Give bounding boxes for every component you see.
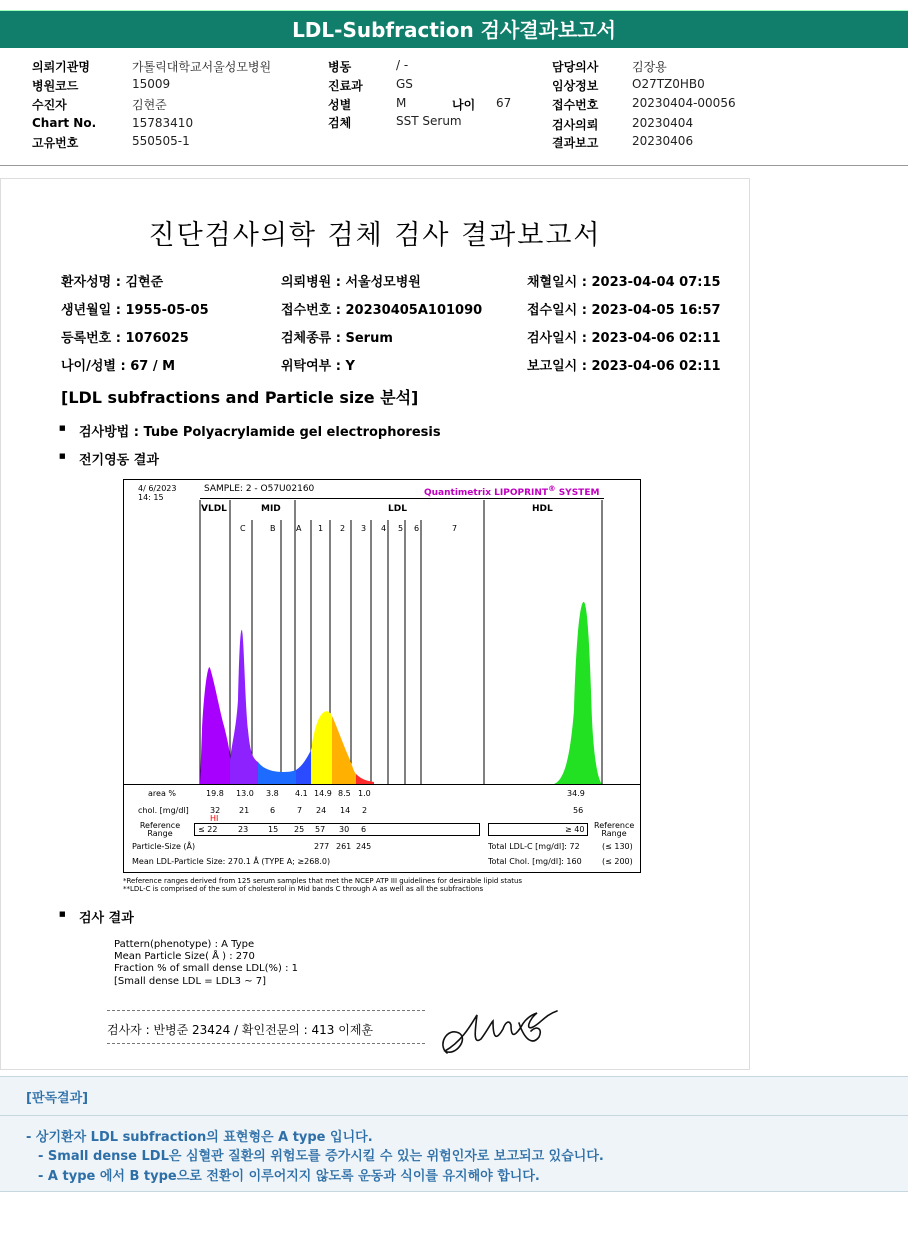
group-label-hdl: HDL (532, 504, 553, 514)
report-title: 진단검사의학 검체 검사 결과보고서 (148, 220, 602, 251)
ref-box-ldl (194, 823, 480, 836)
result-line: Mean Particle Size( Å ) : 270 (114, 951, 255, 962)
header-key: 담당의사 (552, 60, 599, 74)
method-line: ■ 검사방법 : Tube Polyacrylamide gel electrophoresis (79, 421, 441, 440)
band-label: 1 (318, 524, 324, 533)
header-key: 성별 (328, 98, 352, 112)
chol-value: 32 (210, 806, 221, 815)
patient-field: 접수일시 : 2023-04-05 16:57 (527, 303, 721, 318)
ref-value: 30 (339, 825, 350, 834)
interpretation-divider (0, 1115, 908, 1116)
band-label: 5 (398, 524, 404, 533)
chol-value: 14 (340, 806, 351, 815)
header-value: 15783410 (132, 116, 194, 130)
footnote: *Reference ranges derived from 125 serum samples that met the NCEP ATP III guidelines for desirable lipid status (123, 877, 523, 885)
patient-field: 검사일시 : 2023-04-06 02:11 (527, 331, 721, 346)
brand-system: SYSTEM (555, 488, 600, 498)
header-value: 김현준 (132, 98, 167, 112)
header-value: 20230404 (632, 116, 694, 130)
header-value: 20230404-00056 (632, 96, 736, 110)
footnote: **LDL-C is comprised of the sum of cholesterol in Mid bands C through A as well as all the subfractions (123, 885, 484, 893)
patient-field: 위탁여부 : Y (281, 359, 355, 374)
chol-label: chol. [mg/dl] (138, 806, 189, 815)
mid-b-peak (258, 762, 296, 784)
patient-field: 보고일시 : 2023-04-06 02:11 (527, 359, 721, 374)
header-key: 병원코드 (32, 79, 79, 93)
request-header (0, 48, 908, 166)
interpretation-title: [판독결과] (26, 1091, 89, 1106)
band-label: 6 (414, 524, 420, 533)
patient-field: 등록번호 : 1076025 (61, 331, 189, 346)
chol-value: 2 (362, 806, 368, 815)
brand-registered: ® (548, 484, 556, 493)
chol-value: 56 (573, 806, 584, 815)
interpretation-panel (0, 1076, 908, 1192)
patient-field: 채혈일시 : 2023-04-04 07:15 (527, 275, 721, 290)
sign-rule-bottom (107, 1043, 425, 1044)
band-label: 3 (361, 524, 367, 533)
header-value: O27TZ0HB0 (632, 77, 705, 91)
header-key: 검체 (328, 116, 352, 130)
band-label: 4 (381, 524, 387, 533)
header-value: 가톨릭대학교서울성모병원 (132, 60, 272, 74)
area-value: 8.5 (338, 789, 351, 798)
particle-value: 261 (336, 842, 352, 851)
chol-flag: HI (210, 814, 219, 823)
header-value: 김장용 (632, 60, 667, 74)
band-label: C (240, 524, 246, 533)
header-value: M (396, 96, 407, 110)
chart-plot (124, 480, 640, 872)
area-value: 3.8 (266, 789, 279, 798)
result-line: Pattern(phenotype) : A Type (114, 939, 255, 950)
ref-value: 6 (361, 825, 367, 834)
chol-value: 7 (297, 806, 303, 815)
header-key: 의뢰기관명 (32, 60, 90, 74)
electrophoresis-chart (123, 479, 641, 873)
signature-line: 검사자 : 반병준 23424 / 확인전문의 : 413 이제훈 (107, 1023, 374, 1037)
band-label: A (296, 524, 302, 533)
result-line: Fraction % of small dense LDL(%) : 1 (114, 963, 299, 974)
header-value: SST Serum (396, 114, 462, 128)
group-label-ldl: LDL (388, 504, 407, 514)
header-key: 검사의뢰 (552, 118, 599, 132)
header-key: 진료과 (328, 79, 363, 93)
mean-size: Mean LDL-Particle Size: 270.1 Å (TYPE A; ≥268.0) (132, 857, 331, 866)
total-ldl-ref: (≤ 130) (602, 842, 633, 851)
header-value: / - (396, 58, 409, 72)
header-key: 병동 (328, 60, 352, 74)
header-value: 20230406 (632, 134, 694, 148)
vldl-peak (200, 667, 230, 784)
mid-a-peak (296, 750, 311, 784)
interpretation-line: - A type 에서 B type으로 전환이 이루어지지 않도록 운동과 식이를 유지해야 합니다. (38, 1169, 540, 1184)
chol-value: 6 (270, 806, 276, 815)
header-value: 15009 (132, 77, 171, 91)
ldl1-peak (311, 711, 332, 784)
band-label: 2 (340, 524, 346, 533)
area-value: 1.0 (358, 789, 371, 798)
area-value: 34.9 (567, 789, 585, 798)
ref-value: 57 (315, 825, 326, 834)
group-label-mid: MID (261, 504, 281, 514)
area-value: 19.8 (206, 789, 224, 798)
hdl-ref-value: ≥ 40 (565, 825, 585, 834)
total-ldl: Total LDL-C [mg/dl]: 72 (488, 842, 580, 851)
patient-field: 검체종류 : Serum (281, 331, 393, 346)
window-title: LDL-Subfraction 검사결과보고서 (0, 10, 908, 48)
particle-label: Particle-Size (Å) (132, 842, 196, 851)
patient-field: 나이/성별 : 67 / M (61, 359, 176, 374)
result-line: [Small dense LDL = LDL3 ~ 7] (114, 976, 267, 987)
header-key: 접수번호 (552, 98, 599, 112)
header-key: Chart No. (32, 116, 97, 130)
patient-field: 환자성명 : 김현준 (61, 275, 164, 290)
header-value: 550505-1 (132, 134, 190, 148)
header-key: 임상정보 (552, 79, 599, 93)
chol-value: 21 (239, 806, 250, 815)
electro-title: ■ 전기영동 결과 (79, 449, 159, 468)
patient-field: 접수번호 : 20230405A101090 (281, 303, 483, 318)
area-value: 13.0 (236, 789, 254, 798)
header-key: 결과보고 (552, 136, 599, 150)
section-title: [LDL subfractions and Particle size 분석] (61, 388, 419, 407)
ref-label-right: Reference Range (594, 821, 635, 838)
band-label: 7 (452, 524, 458, 533)
chart-time: 14: 15 (138, 493, 164, 502)
header-value: 67 (496, 96, 512, 110)
brand-name: Quantimetrix LIPOPRINT (424, 488, 549, 498)
ldl2-peak (332, 716, 356, 784)
mid-c-peak (230, 630, 258, 784)
chart-date: 4/ 6/2023 (138, 484, 177, 493)
patient-field: 생년월일 : 1955-05-05 (61, 303, 209, 318)
report-document (0, 178, 750, 1070)
ref-value: 25 (294, 825, 305, 834)
ref-value: 15 (268, 825, 279, 834)
header-key: 고유번호 (32, 136, 79, 150)
total-chol: Total Chol. [mg/dl]: 160 (488, 857, 582, 866)
band-label: B (270, 524, 276, 533)
header-key: 나이 (452, 98, 476, 112)
total-chol-ref: (≤ 200) (602, 857, 633, 866)
header-value: GS (396, 77, 413, 91)
interpretation-line: - 상기환자 LDL subfraction의 표현형은 A type 입니다. (26, 1130, 373, 1145)
area-label: area % (148, 789, 176, 798)
chol-value: 24 (316, 806, 327, 815)
ref-label: Reference Range (139, 821, 181, 838)
handwritten-signature (433, 1001, 563, 1071)
group-label-vldl: VLDL (201, 504, 227, 514)
particle-value: 245 (356, 842, 372, 851)
area-value: 14.9 (314, 789, 332, 798)
area-value: 4.1 (295, 789, 308, 798)
particle-value: 277 (314, 842, 330, 851)
hdl-peak (554, 602, 602, 784)
ref-value: ≤ 22 (198, 825, 218, 834)
header-key: 수진자 (32, 98, 67, 112)
baseline (124, 784, 640, 785)
result-title: ■ 검사 결과 (79, 907, 134, 926)
chart-sample: SAMPLE: 2 - O57U02160 (204, 484, 315, 494)
interpretation-line: - Small dense LDL은 심혈관 질환의 위험도를 증가시킬 수 있는 위험인자로 보고되고 있습니다. (38, 1149, 604, 1164)
ref-value: 23 (238, 825, 249, 834)
patient-field: 의뢰병원 : 서울성모병원 (281, 275, 421, 290)
sign-rule-top (107, 1010, 425, 1011)
